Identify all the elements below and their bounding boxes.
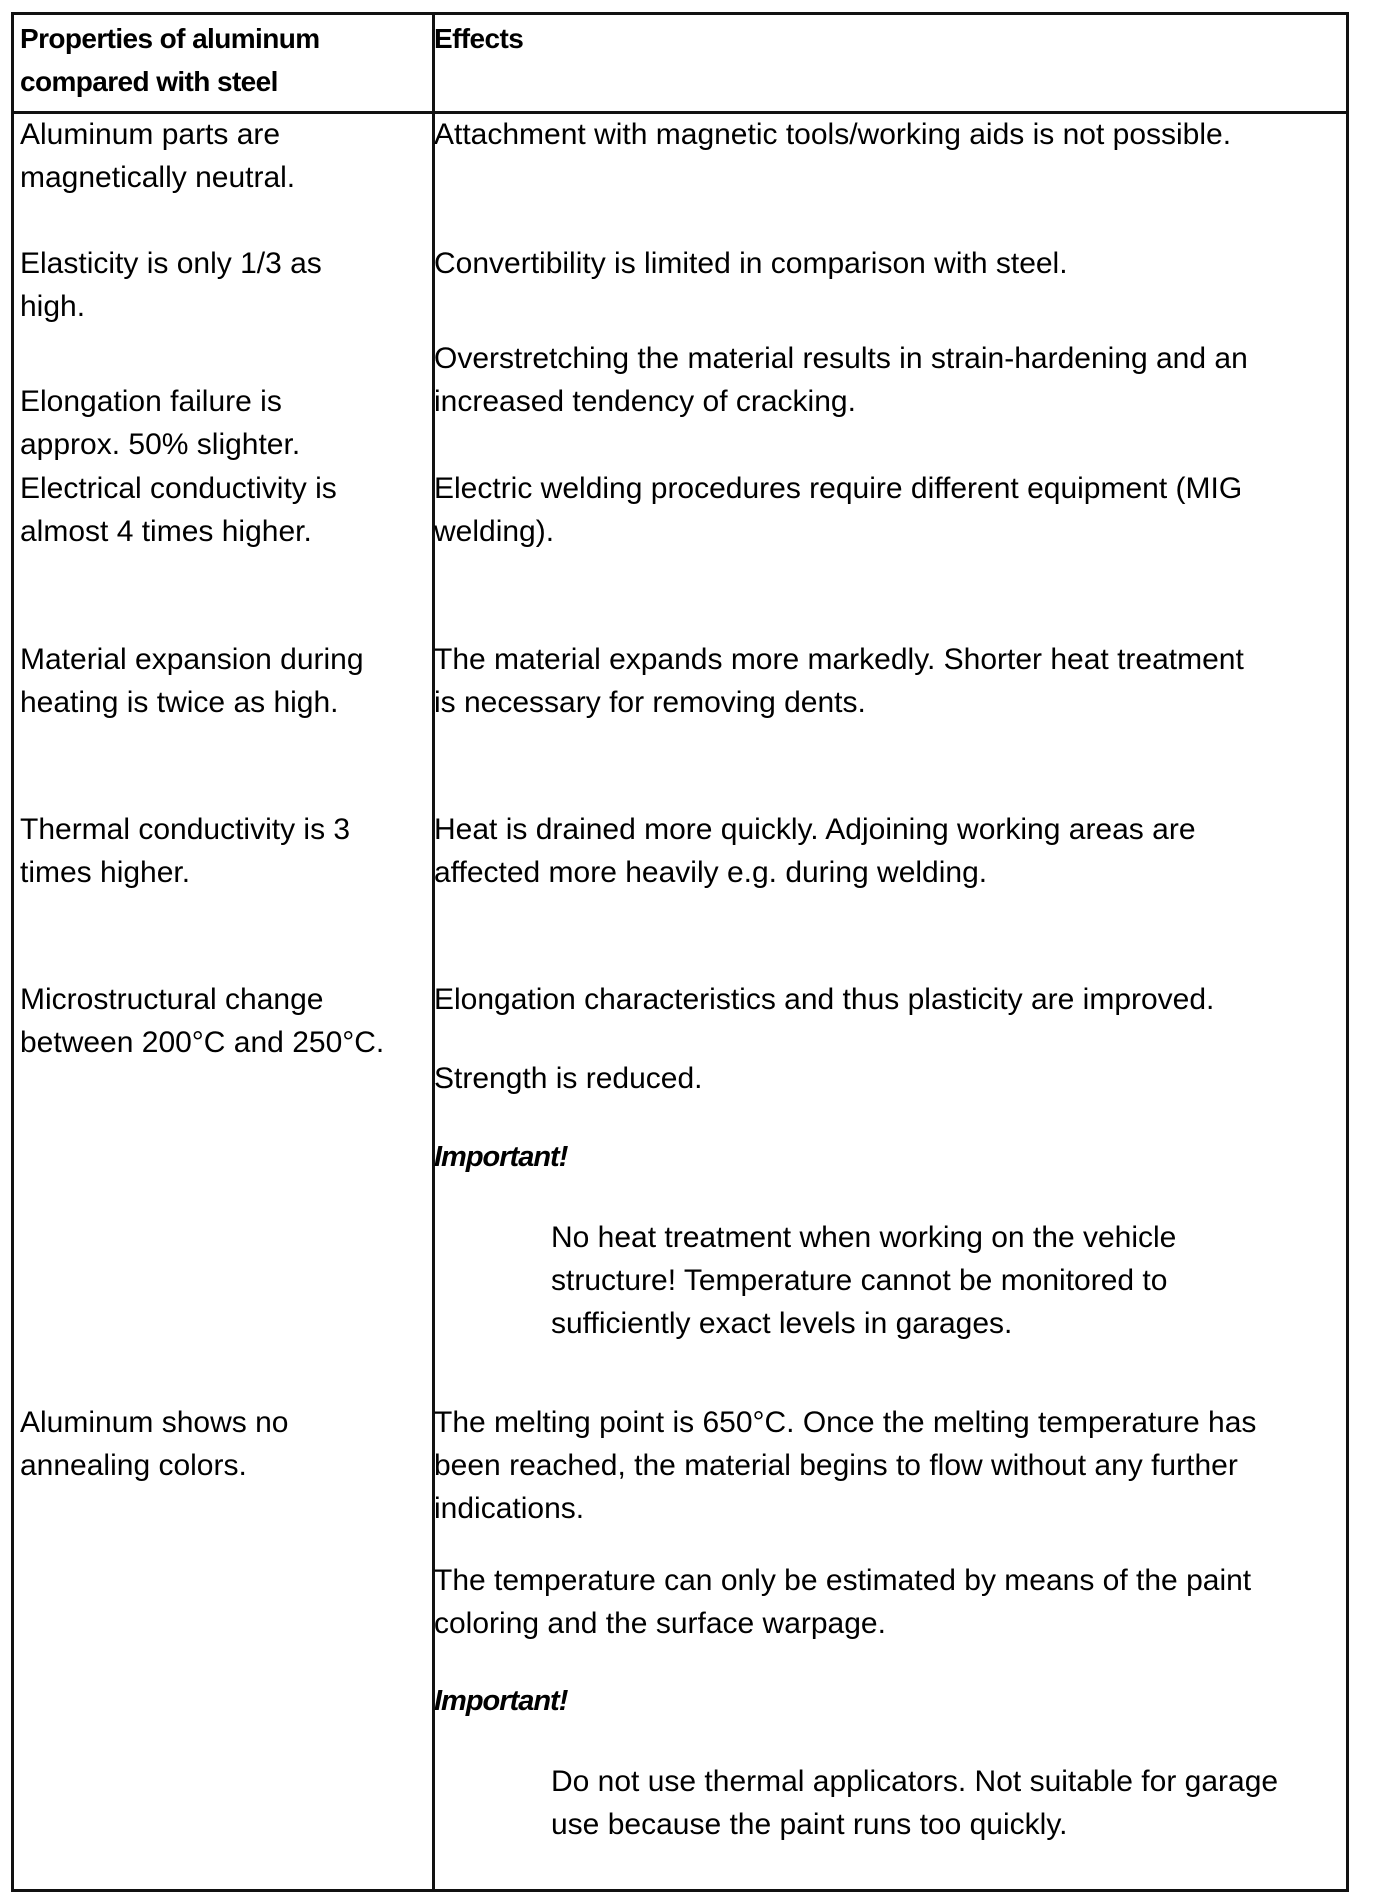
row-6-property: Thermal conductivity is 3 times higher.: [20, 813, 351, 889]
row-4-property: Electrical conductivity is almost 4 times higher.: [20, 472, 337, 548]
row-8-effect-2: The temperature can only be estimated by means of the paint coloring and the surface warpage.: [434, 1564, 1252, 1640]
row-7-effect: Elongation characteristics and thus plasticity are improved.: [434, 983, 1215, 1016]
row-7-property: Microstructural change between 200°C and 250°C.: [20, 983, 385, 1059]
row-2-property: Elasticity is only 1/3 as high.: [20, 247, 322, 323]
row-7-effect-2: Strength is reduced.: [434, 1062, 703, 1095]
row-7-important-note: No heat treatment when working on the vehicle structure! Temperature cannot be monitored to sufficiently exact levels in garages.: [551, 1221, 1177, 1340]
properties-table: [11, 12, 1349, 1892]
header-properties: [20, 17, 425, 103]
row-3-property: Elongation failure is approx. 50% slighter.: [20, 385, 301, 461]
row-6-effect: Heat is drained more quickly. Adjoining working areas are affected more heavily e.g. during welding.: [434, 813, 1196, 889]
header-effects: Effects: [434, 23, 524, 54]
row-7-important-label: Important!: [434, 1141, 568, 1173]
row-3-effect: Overstretching the material results in strain-hardening and an increased tendency of cracking.: [434, 342, 1248, 418]
row-1-property: Aluminum parts are magnetically neutral.: [20, 118, 296, 194]
row-1-effect: Attachment with magnetic tools/working aids is not possible.: [434, 118, 1232, 151]
row-8-effect: The melting point is 650°C. Once the melting temperature has been reached, the material begins to flow without any further indications.: [434, 1406, 1257, 1525]
row-4-effect: Electric welding procedures require different equipment (MIG welding).: [434, 472, 1243, 548]
row-5-property: Material expansion during heating is twice as high.: [20, 643, 364, 719]
row-8-important-note: Do not use thermal applicators. Not suitable for garage use because the paint runs too quickly.: [551, 1765, 1279, 1841]
row-5-effect: The material expands more markedly. Shorter heat treatment is necessary for removing dents.: [434, 643, 1244, 719]
row-2-effect: Convertibility is limited in comparison with steel.: [434, 247, 1068, 280]
row-8-property: Aluminum shows no annealing colors.: [20, 1406, 289, 1482]
header-properties-line1: Properties of aluminum: [20, 23, 320, 54]
header-properties-line2: compared with steel: [20, 66, 278, 97]
row-8-important-label: Important!: [434, 1685, 568, 1717]
